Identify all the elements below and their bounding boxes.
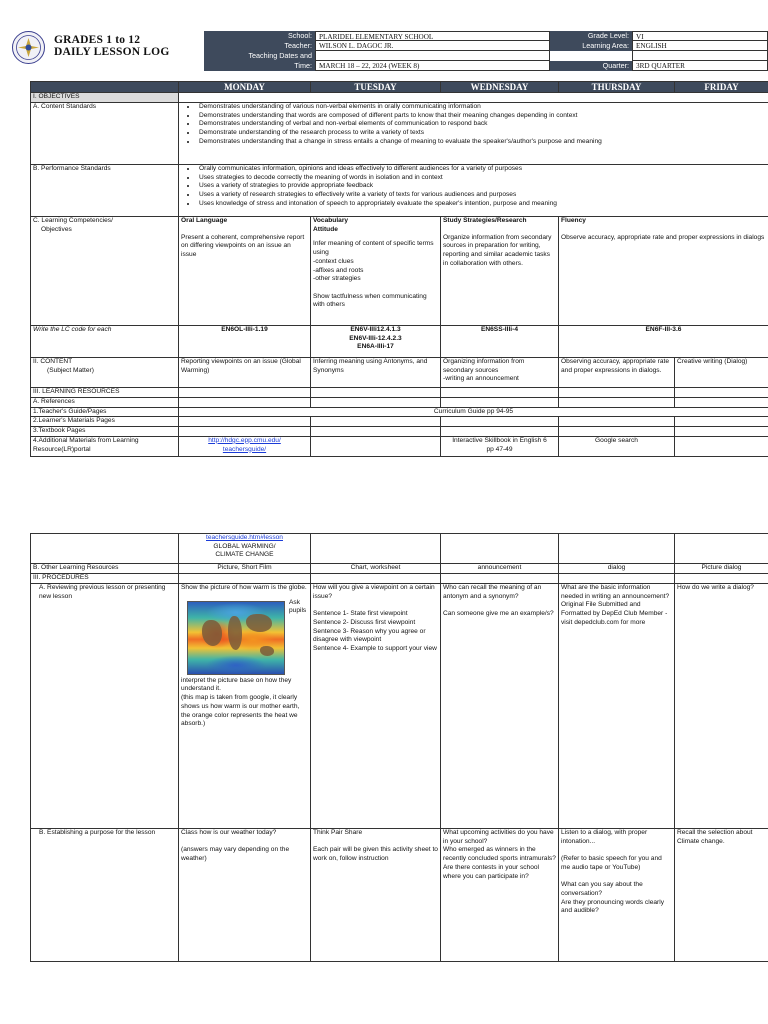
performance-standard-item: • Orally communicates information, opinions and ideas effectively to different audiences for a variety of purposes [197, 165, 766, 174]
teachers-guide-row [31, 407, 768, 417]
empty-cell [311, 534, 441, 564]
lesson-log-table-page2 [30, 533, 768, 962]
content-standards-row [31, 103, 768, 165]
content-friday: Creative writing (Dialog) [675, 358, 768, 388]
other-resources-monday: Picture, Short Film [179, 564, 311, 574]
empty-cell [675, 388, 768, 398]
purpose-row [31, 829, 768, 962]
empty-cell [31, 534, 179, 564]
empty-cell [441, 534, 559, 564]
lc-code-wednesday: EN6SS-IIIi-4 [441, 326, 559, 358]
empty-cell [311, 427, 441, 437]
lc-code-tuesday-1: EN6V-IIIi12.4.1.3 [350, 326, 401, 333]
map-continent [202, 620, 222, 646]
competencies-row [31, 217, 768, 326]
teacher-value: WILSON L. DAGOC JR. [315, 41, 550, 51]
empty-cell [559, 398, 675, 408]
empty-cell [675, 427, 768, 437]
empty-cell [179, 427, 311, 437]
map-continent [260, 646, 274, 656]
empty-cell [675, 436, 768, 456]
purpose-friday: Recall the selection about Climate change. [675, 829, 768, 962]
empty-cell [179, 417, 311, 427]
empty-cell [441, 388, 559, 398]
competencies-label-line1: C. Learning Competencies/ [33, 217, 113, 224]
content-standards-cell [179, 103, 768, 165]
lc-code-label: Write the LC code for each [31, 326, 179, 358]
global-warming-map-image [187, 601, 285, 675]
lc-code-tuesday-3: EN6A-IIIi-17 [357, 343, 394, 351]
quarter-label: Quarter: [550, 61, 632, 71]
references-row [31, 398, 768, 408]
school-value: PLARIDEL ELEMENTARY SCHOOL [315, 31, 550, 41]
empty-cell [559, 417, 675, 427]
review-monday [179, 584, 311, 829]
learners-materials-label: 2.Learner's Materials Pages [31, 417, 179, 427]
content-standard-item: • Demonstrates understanding of verbal and non-verbal elements of communication to respond back [197, 120, 766, 129]
empty-cell [441, 574, 559, 584]
review-monday-line1: Show the picture of how warm is the globe. [181, 584, 307, 591]
lc-code-monday: EN6OL-IIIi-1.19 [179, 326, 311, 358]
teachers-guide-label: 1.Teacher's Guide/Pages [31, 407, 179, 417]
grade-level-label: Grade Level: [550, 31, 632, 41]
empty-cell [441, 398, 559, 408]
portal-link-line1[interactable]: http://hdgc.epp.cmu.edu/ [208, 436, 281, 444]
performance-standard-item: • Uses strategies to decode correctly the meaning of words in isolation and in context [197, 174, 766, 183]
additional-materials-label-2: Resource(LR)portal [33, 445, 91, 453]
purpose-thursday: Listen to a dialog, with proper intonation... (Refer to basic speech for you and me audio tape or YouTube) What can you say about the conversation? Are they pronouncing words clearly and audible? [559, 829, 675, 962]
day-header-wednesday: WEDNESDAY [441, 82, 559, 93]
performance-standards-cell [179, 165, 768, 217]
performance-standard-item: • Uses a variety of research strategies to effectively write a variety of texts for various audiences and purposes [197, 191, 766, 200]
portal-link-line2[interactable]: teachersguide/ [222, 445, 267, 453]
learning-area-value: ENGLISH [632, 41, 768, 51]
empty-cell [311, 436, 441, 456]
procedures-label: III. PROCEDURES [31, 574, 179, 584]
objectives-blank [179, 93, 768, 103]
procedures-row [31, 574, 768, 584]
other-resources-friday: Picture dialog [675, 564, 768, 574]
competencies-label [31, 217, 179, 326]
content-standard-item: • Demonstrates understanding of various non-verbal elements in orally communicating information [197, 103, 766, 112]
global-warming-title: GLOBAL WARMING/ [213, 542, 276, 550]
learning-area-label: Learning Area: [550, 41, 632, 51]
empty-cell [179, 574, 311, 584]
school-label: School: [204, 31, 315, 41]
day-header-thursday: THURSDAY [559, 82, 675, 93]
review-monday-line2 [181, 599, 308, 694]
other-resources-thursday: dialog [559, 564, 675, 574]
portal-continuation-row [31, 534, 768, 564]
review-label: A. Reviewing previous lesson or presenting new lesson [31, 584, 179, 829]
other-resources-tuesday: Chart, worksheet [311, 564, 441, 574]
dates-blank [315, 51, 550, 61]
competency-tuesday-title-2: Attitude [313, 225, 338, 233]
lc-code-tuesday-2: EN6V-IIIi-12.4.2.3 [349, 334, 402, 342]
day-header-blank [31, 82, 179, 93]
skillbook-pages: pp 47-49 [486, 445, 513, 453]
review-thursday: What are the basic information needed in writing an announcement? Original File Submitted and Formatted by DepEd Club Member - visit depedclub.com for more [559, 584, 675, 829]
learning-resources-row [31, 388, 768, 398]
empty-cell [311, 398, 441, 408]
content-wednesday: Organizing information from secondary sources -writing an announcement [441, 358, 559, 388]
competency-thursday-title: Fluency [561, 217, 586, 224]
lc-code-tuesday [311, 326, 441, 358]
dates-spacer-value [632, 51, 768, 61]
empty-cell [179, 398, 311, 408]
empty-cell [675, 534, 768, 564]
competencies-label-line2: Objectives [41, 225, 72, 233]
teachers-guide-value: Curriculum Guide pp 94-95 [179, 407, 768, 417]
other-resources-wednesday: announcement [441, 564, 559, 574]
additional-materials-row [31, 436, 768, 456]
performance-standards-list [181, 165, 766, 209]
competency-thursday-friday [559, 217, 768, 326]
lesson-log-table-page1 [30, 81, 768, 457]
empty-cell [311, 388, 441, 398]
review-row [31, 584, 768, 829]
dates-value: MARCH 18 – 22, 2024 (WEEK 8) [315, 61, 550, 71]
competency-wednesday-title: Study Strategies/Research [443, 217, 527, 224]
empty-cell [675, 574, 768, 584]
grade-level-value: VI [632, 31, 768, 41]
portal-continuation-monday [179, 534, 311, 564]
other-resources-label: B. Other Learning Resources [31, 564, 179, 574]
competency-wednesday [441, 217, 559, 326]
references-label: A. References [31, 398, 179, 408]
learners-materials-row [31, 417, 768, 427]
empty-cell [559, 574, 675, 584]
performance-standards-row [31, 165, 768, 217]
content-subject-label [31, 358, 179, 388]
header-info-grid [204, 31, 768, 71]
review-monday-note: (this map is taken from google, it clearly shows us how warm is our mother earth, the orange color represents the heat we absorb.) [181, 694, 300, 728]
skillbook-title: Interactive Skillbook in English 6 [452, 436, 547, 444]
empty-cell [441, 417, 559, 427]
content-standards-list [181, 103, 766, 147]
content-standard-item: • Demonstrates understanding that words are composed of different parts to know that their meaning changes depending in context [197, 112, 766, 121]
performance-standards-label: B. Performance Standards [31, 165, 179, 217]
portal-link-line3[interactable]: teachersguide.htm#lesson [206, 534, 283, 541]
day-header-tuesday: TUESDAY [311, 82, 441, 93]
content-monday: Reporting viewpoints on an issue (Global Warming) [179, 358, 311, 388]
empty-cell [675, 417, 768, 427]
log-title-daily-lesson-log: DAILY LESSON LOG [54, 46, 170, 58]
day-header-monday: MONDAY [179, 82, 311, 93]
map-continent [246, 614, 272, 632]
day-header-row [31, 82, 768, 93]
empty-cell [179, 388, 311, 398]
content-standard-item: • Demonstrates understanding that a change in stress entails a change of meaning to evaluate the speaker's/author's purpose and meaning [197, 138, 766, 147]
learning-resources-label: III. LEARNING RESOURCES [31, 388, 179, 398]
objectives-label: I. OBJECTIVES [31, 93, 179, 103]
purpose-tuesday: Think Pair Share Each pair will be given this activity sheet to work on, follow instruction [311, 829, 441, 962]
content-tuesday: Inferring meaning using Antonyms, and Synonyms [311, 358, 441, 388]
additional-materials-label-1: 4.Additional Materials from Learning [33, 436, 139, 444]
dates-label-line1: Teaching Dates and [204, 51, 315, 61]
review-wednesday: Who can recall the meaning of an antonym and a synonym? Can someone give me an example/s? [441, 584, 559, 829]
teacher-label: Teacher: [204, 41, 315, 51]
additional-materials-label [31, 436, 179, 456]
quarter-value: 3RD QUARTER [632, 61, 768, 71]
empty-cell [559, 427, 675, 437]
additional-materials-wednesday [441, 436, 559, 456]
performance-standard-item: • Uses a variety of strategies to provide appropriate feedback [197, 182, 766, 191]
content-standards-label: A. Content Standards [31, 103, 179, 165]
competency-tuesday-text: Infer meaning of content of specific terms using -context clues -affixes and roots -other strategies Show tactfulness when communicating with others [313, 240, 434, 309]
map-continent [228, 616, 242, 650]
empty-cell [311, 417, 441, 427]
empty-cell [311, 574, 441, 584]
lc-code-row [31, 326, 768, 358]
dates-label-line2: Time: [204, 61, 315, 71]
additional-materials-thursday: Google search [559, 436, 675, 456]
empty-cell [675, 398, 768, 408]
competency-monday-text: Present a coherent, comprehensive report on differing viewpoints on an issue an issue [181, 233, 305, 259]
competency-tuesday [311, 217, 441, 326]
log-title-grades: GRADES 1 to 12 [54, 34, 141, 46]
competency-monday-title: Oral Language [181, 217, 228, 224]
purpose-label: B. Establishing a purpose for the lesson [31, 829, 179, 962]
performance-standard-item: • Uses knowledge of stress and intonation of speech to appropriately evaluate the speaker's intention, purpose and meaning [197, 200, 766, 209]
purpose-wednesday: What upcoming activities do you have in your school? Who emerged as winners in the recently concluded sports intramurals? Are there contests in your school where you can participate in? [441, 829, 559, 962]
review-tuesday: How will you give a viewpoint on a certain issue? Sentence 1- State first viewpoint Sentence 2- Discuss first viewpoint Sentence 3- Reason why you agree or disagree with viewpoint Sentence 4- Example to support your view [311, 584, 441, 829]
empty-cell [559, 388, 675, 398]
competency-tuesday-title-1: Vocabulary [313, 217, 349, 224]
content-thursday: Observing accuracy, appropriate rate and proper expressions in dialogs. [559, 358, 675, 388]
textbook-pages-label: 3.Textbook Pages [31, 427, 179, 437]
empty-cell [441, 427, 559, 437]
climate-change-title: CLIMATE CHANGE [215, 551, 274, 559]
dates-spacer [550, 51, 632, 61]
objectives-row [31, 93, 768, 103]
deped-seal-logo [12, 31, 45, 64]
review-friday: How do we write a dialog? [675, 584, 768, 829]
content-subject-row [31, 358, 768, 388]
competency-thursday-text: Observe accuracy, appropriate rate and proper expressions in dialogs [561, 233, 765, 241]
review-monday-instruction: Ask pupils interpret the picture base on how they understand it. [181, 598, 307, 693]
other-resources-row [31, 564, 768, 574]
purpose-monday: Class how is our weather today? (answers may vary depending on the weather) [179, 829, 311, 962]
content-standard-item: • Demonstrate understanding of the research process to write a variety of texts [197, 129, 766, 138]
additional-materials-monday [179, 436, 311, 456]
competency-monday [179, 217, 311, 326]
lc-code-thursday: EN6F-III-3.6 [559, 326, 768, 358]
empty-cell [559, 534, 675, 564]
textbook-pages-row [31, 427, 768, 437]
competency-wednesday-text: Organize information from secondary sources in preparation for writing, reporting and similar academic tasks in collaboration with others. [443, 233, 552, 267]
content-label-line2: (Subject Matter) [47, 366, 94, 374]
day-header-friday: FRIDAY [675, 82, 768, 93]
content-label-line1: II. CONTENT [33, 358, 73, 365]
